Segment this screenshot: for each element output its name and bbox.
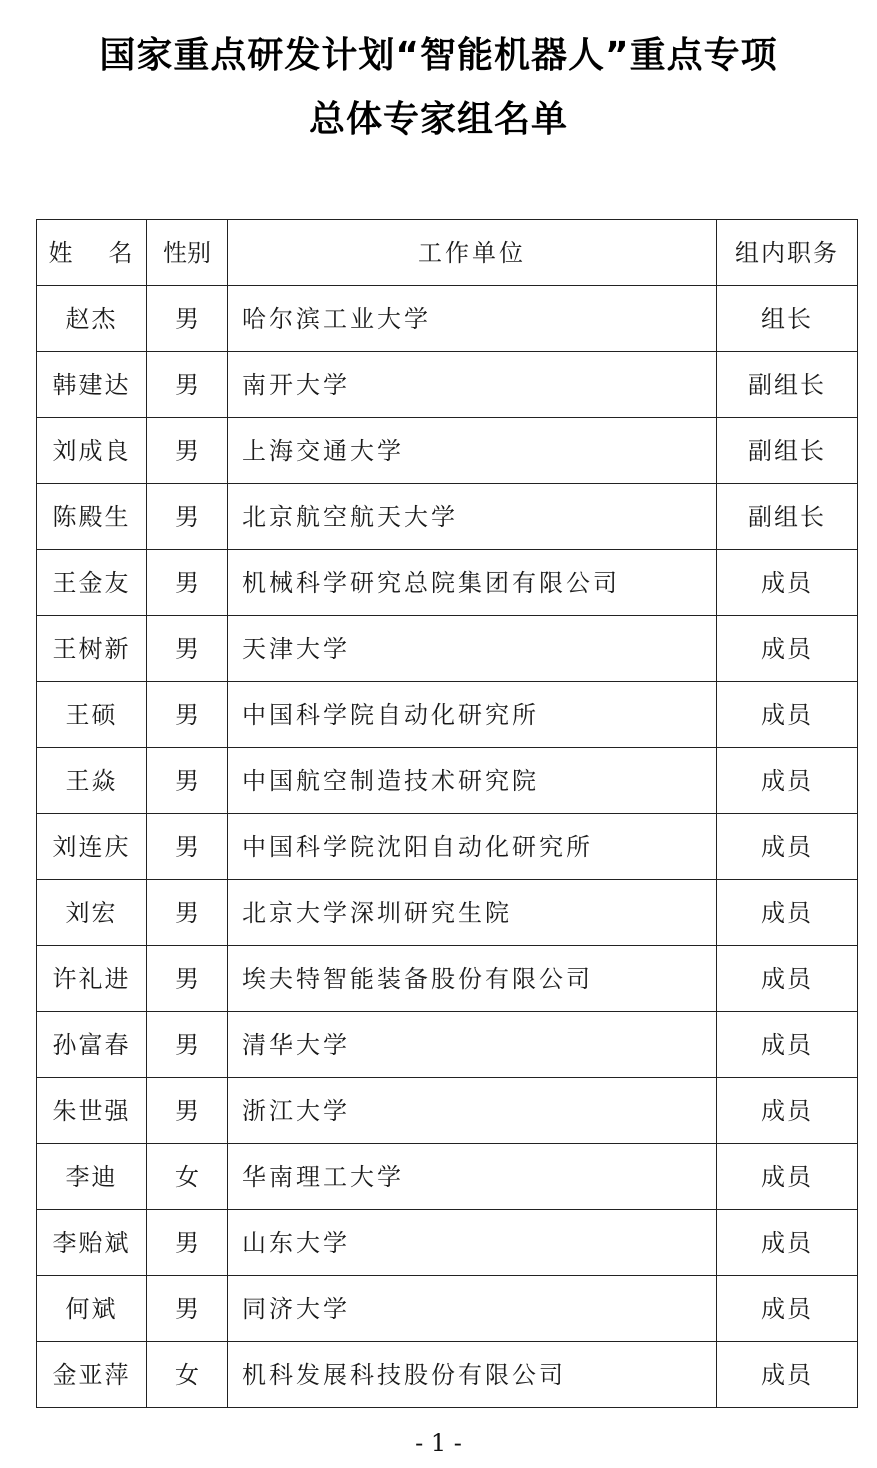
header-role: 组内职务	[717, 220, 858, 286]
cell-name: 王焱	[37, 748, 147, 814]
cell-name: 赵杰	[37, 286, 147, 352]
table-row	[37, 880, 858, 946]
cell-unit: 天津大学	[228, 616, 717, 682]
cell-gender: 男	[147, 748, 228, 814]
table-row	[37, 1342, 858, 1408]
table-row	[37, 1276, 858, 1342]
cell-name: 王硕	[37, 682, 147, 748]
cell-gender: 男	[147, 286, 228, 352]
cell-unit: 哈尔滨工业大学	[228, 286, 717, 352]
cell-gender: 女	[147, 1342, 228, 1408]
cell-gender: 男	[147, 550, 228, 616]
cell-role: 成员	[717, 946, 858, 1012]
cell-unit: 埃夫特智能装备股份有限公司	[228, 946, 717, 1012]
cell-name: 韩建达	[37, 352, 147, 418]
cell-name: 李贻斌	[37, 1210, 147, 1276]
cell-unit: 机科发展科技股份有限公司	[228, 1342, 717, 1408]
cell-unit: 华南理工大学	[228, 1144, 717, 1210]
cell-role: 成员	[717, 616, 858, 682]
cell-gender: 男	[147, 814, 228, 880]
cell-role: 成员	[717, 1012, 858, 1078]
cell-role: 成员	[717, 1144, 858, 1210]
cell-unit: 中国航空制造技术研究院	[228, 748, 717, 814]
cell-role: 成员	[717, 1276, 858, 1342]
cell-role: 成员	[717, 880, 858, 946]
cell-gender: 男	[147, 1012, 228, 1078]
table-row	[37, 616, 858, 682]
cell-gender: 男	[147, 484, 228, 550]
table-row	[37, 484, 858, 550]
table-row	[37, 1144, 858, 1210]
cell-name: 刘连庆	[37, 814, 147, 880]
cell-gender: 男	[147, 352, 228, 418]
cell-name: 许礼进	[37, 946, 147, 1012]
cell-gender: 男	[147, 1210, 228, 1276]
cell-gender: 男	[147, 946, 228, 1012]
table-row	[37, 1012, 858, 1078]
table-body	[37, 286, 858, 1408]
page-number: - 1 -	[415, 1429, 462, 1457]
table-row	[37, 352, 858, 418]
expert-group-table	[36, 219, 858, 1408]
cell-name: 孙富春	[37, 1012, 147, 1078]
header-unit: 工作单位	[228, 220, 717, 286]
cell-gender: 男	[147, 880, 228, 946]
table-row	[37, 748, 858, 814]
cell-unit: 机械科学研究总院集团有限公司	[228, 550, 717, 616]
table-row	[37, 1210, 858, 1276]
cell-unit: 浙江大学	[228, 1078, 717, 1144]
cell-gender: 男	[147, 616, 228, 682]
cell-unit: 南开大学	[228, 352, 717, 418]
cell-name: 何斌	[37, 1276, 147, 1342]
table-row	[37, 814, 858, 880]
cell-unit: 同济大学	[228, 1276, 717, 1342]
cell-unit: 清华大学	[228, 1012, 717, 1078]
cell-unit: 北京大学深圳研究生院	[228, 880, 717, 946]
table-row	[37, 946, 858, 1012]
cell-name: 李迪	[37, 1144, 147, 1210]
cell-unit: 北京航空航天大学	[228, 484, 717, 550]
cell-role: 组长	[717, 286, 858, 352]
cell-role: 成员	[717, 1342, 858, 1408]
cell-name: 刘成良	[37, 418, 147, 484]
header-row	[37, 220, 858, 286]
table-row	[37, 550, 858, 616]
cell-name: 王金友	[37, 550, 147, 616]
header-name-label: 姓 名	[48, 238, 135, 267]
cell-unit: 中国科学院沈阳自动化研究所	[228, 814, 717, 880]
table-row	[37, 418, 858, 484]
table-header	[37, 220, 858, 286]
cell-name: 金亚萍	[37, 1342, 147, 1408]
cell-name: 陈殿生	[37, 484, 147, 550]
cell-name: 王树新	[37, 616, 147, 682]
cell-unit: 上海交通大学	[228, 418, 717, 484]
cell-unit: 中国科学院自动化研究所	[228, 682, 717, 748]
header-gender: 性别	[147, 220, 228, 286]
cell-role: 成员	[717, 814, 858, 880]
cell-role: 副组长	[717, 352, 858, 418]
cell-gender: 男	[147, 1276, 228, 1342]
table-row	[37, 682, 858, 748]
cell-gender: 男	[147, 682, 228, 748]
header-name	[37, 220, 147, 286]
cell-name: 刘宏	[37, 880, 147, 946]
cell-gender: 女	[147, 1144, 228, 1210]
cell-gender: 男	[147, 1078, 228, 1144]
cell-role: 成员	[717, 748, 858, 814]
cell-role: 副组长	[717, 418, 858, 484]
cell-gender: 男	[147, 418, 228, 484]
table-row	[37, 1078, 858, 1144]
table-row	[37, 286, 858, 352]
document-title-line-2: 总体专家组名单	[308, 99, 568, 140]
cell-role: 成员	[717, 1078, 858, 1144]
cell-unit: 山东大学	[228, 1210, 717, 1276]
cell-role: 成员	[717, 1210, 858, 1276]
cell-role: 成员	[717, 550, 858, 616]
cell-role: 副组长	[717, 484, 858, 550]
document-title-line-1: 国家重点研发计划“智能机器人”重点专项	[99, 35, 778, 76]
cell-role: 成员	[717, 682, 858, 748]
cell-name: 朱世强	[37, 1078, 147, 1144]
